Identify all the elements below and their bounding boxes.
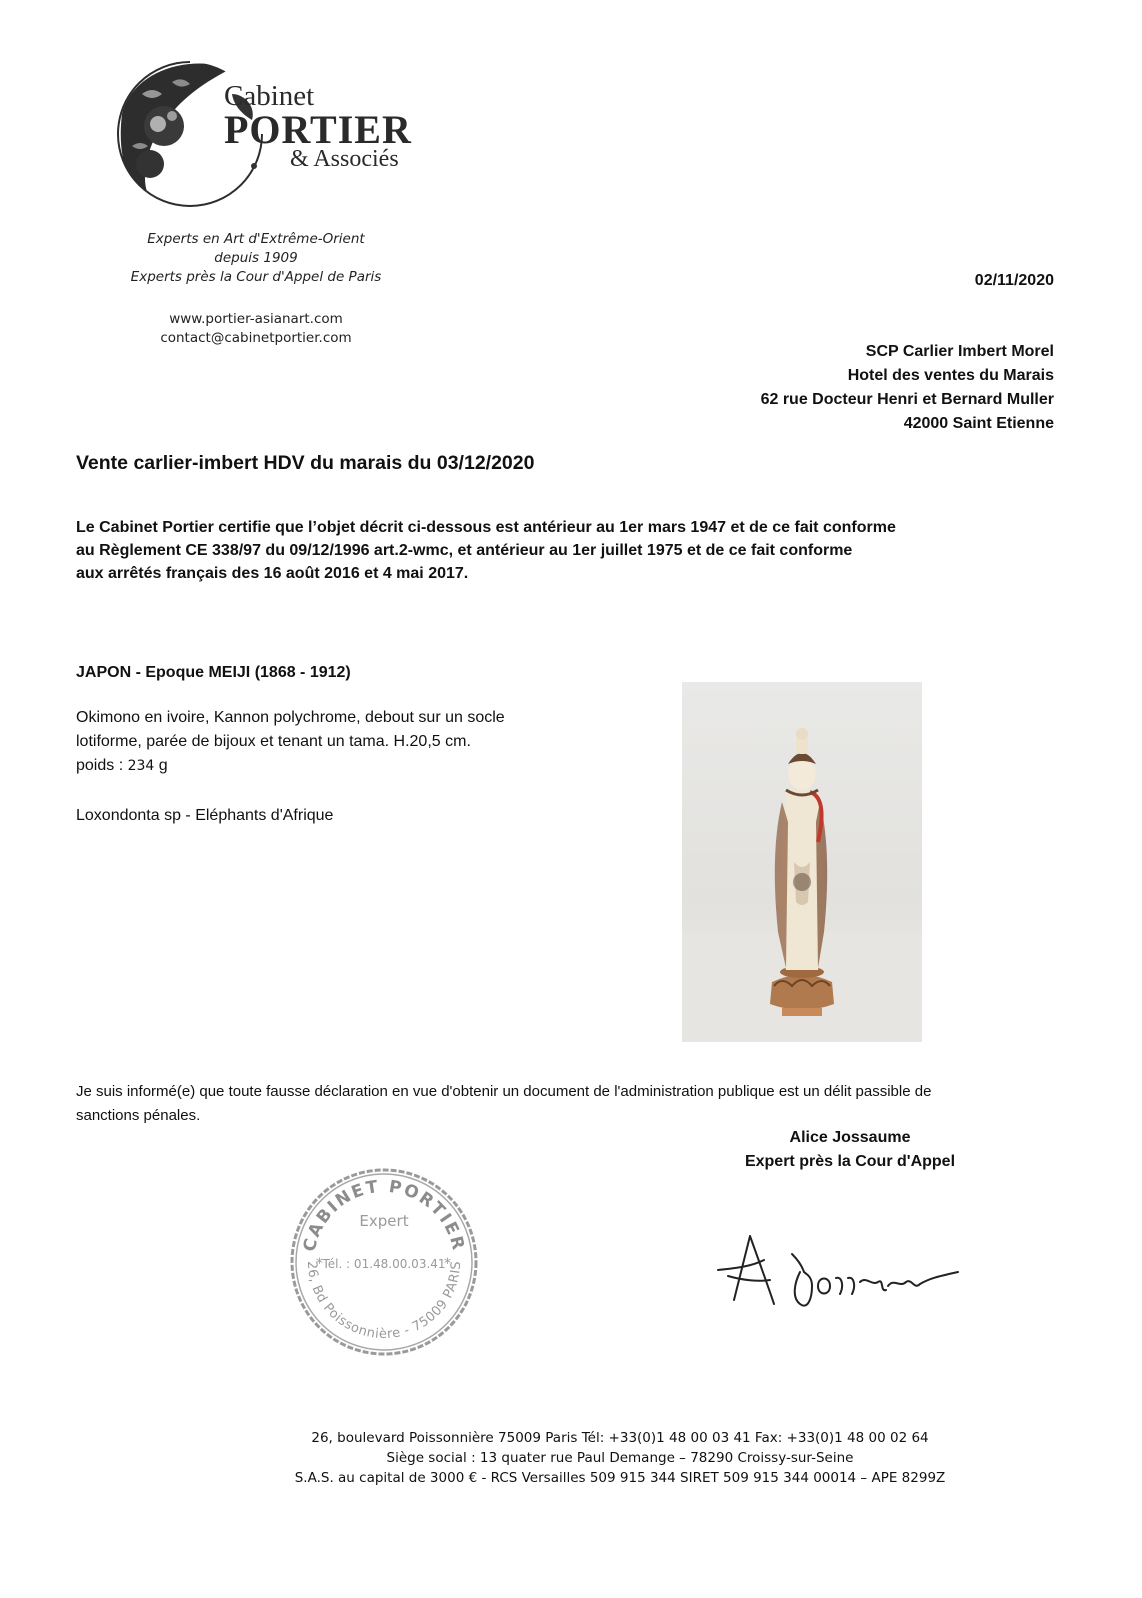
recipient-line: 42000 Saint Etienne [903,415,1054,432]
email-link[interactable]: contact@cabinetportier.com [160,330,352,346]
stamp-middle-text: Expert [359,1212,409,1230]
signatory-title: Expert près la Cour d'Appel [744,1153,956,1170]
recipient-line: 62 rue Docteur Henri et Bernard Muller [760,391,1054,408]
tagline [96,230,416,287]
footer-line: S.A.S. au capital de 3000 € - RCS Versailles 509 915 344 SIRET 509 915 344 00014 – APE 8299Z [294,1470,946,1486]
signatory-block [690,1126,1010,1174]
item-photo [682,682,922,1042]
svg-text:*: * [316,1256,323,1272]
signatory-name: Alice Jossaume [789,1129,911,1146]
tagline-line: Experts en Art d'Extrême-Orient [147,231,365,247]
logo-cabinet: Cabinet [224,80,315,112]
certification-line: Le Cabinet Portier certifie que l’objet décrit ci-dessous est antérieur au 1er mars 1947 et de ce fait conforme [76,519,896,536]
footer-line: 26, boulevard Poissonnière 75009 Paris Tél: +33(0)1 48 00 03 41 Fax: +33(0)1 48 00 02 64 [311,1430,929,1446]
letter-date: 02/11/2020 [974,272,1054,289]
declaration-paragraph [76,1080,1076,1128]
item-heading: JAPON - Epoque MEIJI (1868 - 1912) [76,664,351,681]
stamp-top-text: CABINET PORTIER [299,1176,469,1254]
declaration-line: sanctions pénales. [76,1107,201,1124]
handwritten-signature [708,1220,988,1320]
description-line: lotiforme, parée de bijoux et tenant un tama. H.20,5 cm. [76,733,471,750]
footer-line: Siège social : 13 quater rue Paul Demange – 78290 Croissy-sur-Seine [386,1450,854,1466]
tagline-line: Experts près la Cour d'Appel de Paris [130,269,382,285]
tagline-line: depuis 1909 [214,250,298,266]
company-logo [112,54,422,214]
description-line: Okimono en ivoire, Kannon polychrome, debout sur un socle [76,709,505,726]
logo-portier: PORTIER [224,107,412,152]
contact-block [96,310,416,348]
weight-unit: g [154,757,168,774]
sale-title: Vente carlier-imbert HDV du marais du 03/12/2020 [76,452,535,474]
species-line: Loxondonta sp - Eléphants d'Afrique [76,807,334,824]
okimono-figure-image [682,682,922,1042]
recipient-line: SCP Carlier Imbert Morel [865,343,1054,360]
certification-line: aux arrêtés français des 16 août 2016 et 4 mai 2017. [76,565,469,582]
signature-image [708,1220,988,1320]
weight-line [76,754,636,778]
certification-paragraph [76,516,1066,585]
recipient-address [554,340,1054,436]
weight-value: 234 [127,758,155,774]
svg-text:*: * [444,1256,451,1272]
stamp-bottom-text: 26, Bd Poissonnière - 75009 PARIS [303,1260,465,1343]
recipient-line: Hotel des ventes du Marais [847,367,1054,384]
website-link[interactable]: www.portier-asianart.com [169,311,343,327]
weight-label: poids : [76,757,128,774]
logo-associes: & Associés [290,146,399,172]
item-description [76,706,636,778]
expert-stamp [286,1164,482,1360]
certification-line: au Règlement CE 338/97 du 09/12/1996 art.2-wmc, et antérieur au 1er juillet 1975 et de ce fait conforme [76,542,853,559]
stamp-seal [286,1164,482,1360]
footer [180,1428,1060,1488]
declaration-line: Je suis informé(e) que toute fausse déclaration en vue d'obtenir un document de l'administration publique est un délit passible de [76,1083,932,1100]
stamp-phone-text: Tél. : 01.48.00.03.41 [322,1257,446,1271]
